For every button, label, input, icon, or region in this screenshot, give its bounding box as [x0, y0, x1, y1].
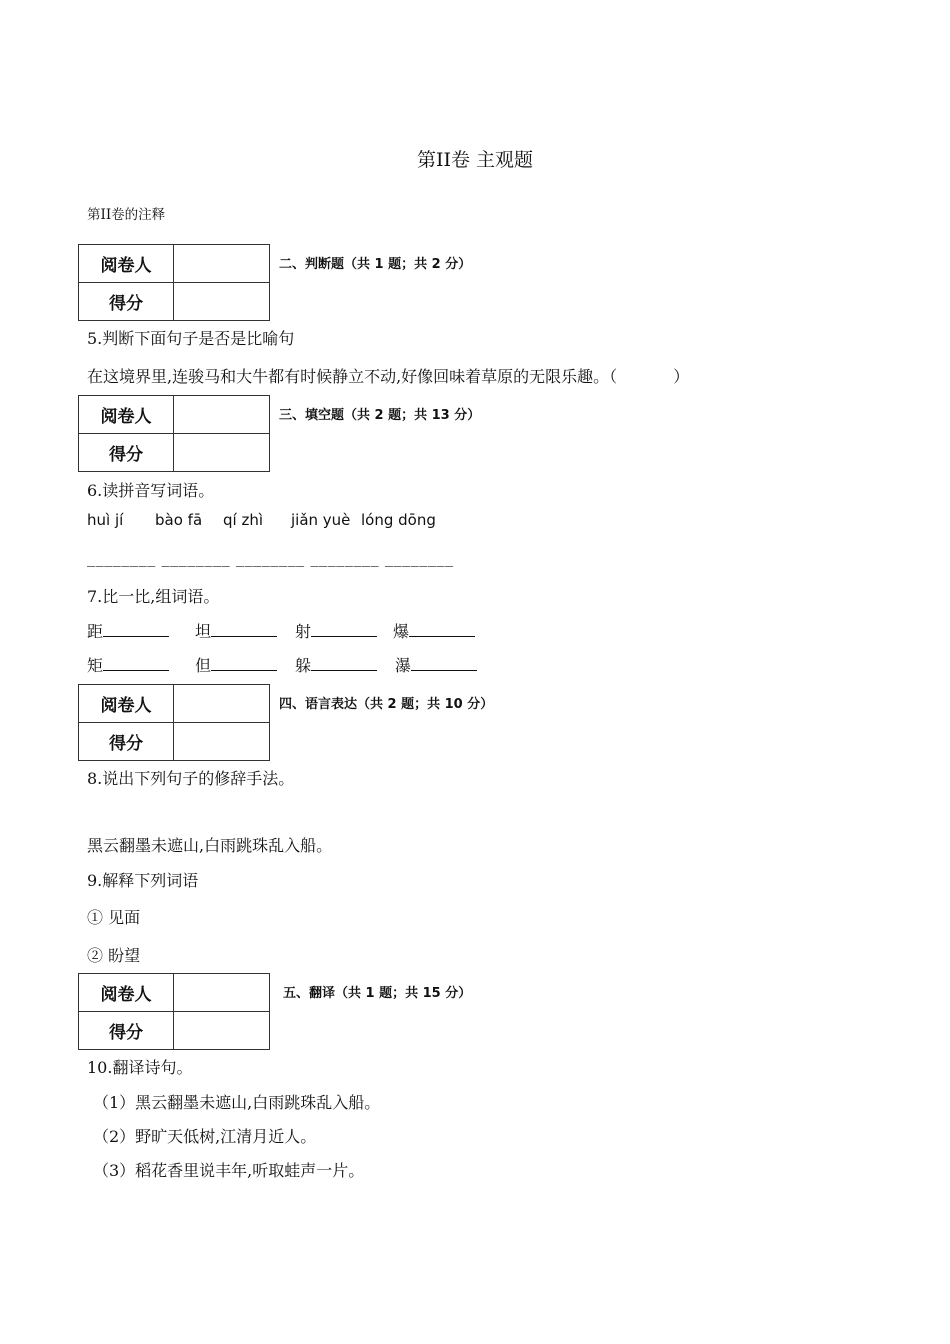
pinyin-row [87, 511, 442, 529]
pinyin-item: bào fā [155, 511, 203, 529]
blank[interactable] [311, 656, 377, 671]
score-label: 得分 [79, 1012, 174, 1050]
grader-box [78, 395, 270, 472]
page-note: 第II卷的注释 [87, 207, 166, 223]
blank[interactable] [211, 622, 277, 637]
char: 坦 [195, 622, 212, 641]
list-item: （2）野旷天低树,江清月近人。 [93, 1127, 317, 1146]
reviewer-label: 阅卷人 [79, 396, 174, 434]
question-stem: 7.比一比,组词语。 [87, 587, 220, 606]
question-stem: 8.说出下列句子的修辞手法。 [87, 769, 295, 788]
reviewer-field[interactable] [174, 245, 270, 283]
reviewer-field[interactable] [174, 396, 270, 434]
question-sentence: 黑云翻墨未遮山,白雨跳珠乱入船。 [87, 836, 333, 855]
score-label: 得分 [79, 434, 174, 472]
pinyin-item: jiǎn yuè [291, 511, 351, 529]
question-stem: 10.翻译诗句。 [87, 1058, 193, 1077]
score-field[interactable] [174, 283, 270, 321]
section-heading: 二、判断题（共 1 题；共 2 分） [279, 257, 472, 272]
char: 但 [195, 656, 212, 675]
compare-row [87, 619, 475, 642]
page-title: 第II卷 主观题 [416, 149, 534, 171]
reviewer-field[interactable] [174, 974, 270, 1012]
grader-box [78, 973, 270, 1050]
char: 躲 [295, 656, 312, 675]
question-stem: 9.解释下列词语 [87, 871, 199, 890]
compare-row [87, 653, 477, 676]
blank[interactable] [411, 656, 477, 671]
grader-box [78, 684, 270, 761]
blank[interactable] [409, 622, 475, 637]
score-field[interactable] [174, 1012, 270, 1050]
blank[interactable] [211, 656, 277, 671]
section-heading: 三、填空题（共 2 题；共 13 分） [279, 408, 481, 423]
score-field[interactable] [174, 723, 270, 761]
reviewer-field[interactable] [174, 685, 270, 723]
question-stem: 5.判断下面句子是否是比喻句 [87, 329, 295, 348]
section-heading: 五、翻译（共 1 题；共 15 分） [283, 986, 472, 1001]
question-stem: 6.读拼音写词语。 [87, 481, 215, 500]
question-sentence: 在这境界里,连骏马和大牛都有时候静立不动,好像回味着草原的无限乐趣。（ ） [87, 367, 690, 386]
reviewer-label: 阅卷人 [79, 974, 174, 1012]
pinyin-item: lóng dōng [361, 511, 436, 529]
char: 矩 [87, 656, 104, 675]
score-field[interactable] [174, 434, 270, 472]
char: 距 [87, 622, 104, 641]
list-item: （1）黑云翻墨未遮山,白雨跳珠乱入船。 [93, 1093, 381, 1112]
blank[interactable] [103, 622, 169, 637]
list-item: ② 盼望 [87, 946, 141, 965]
char: 瀑 [395, 656, 412, 675]
reviewer-label: 阅卷人 [79, 685, 174, 723]
reviewer-label: 阅卷人 [79, 245, 174, 283]
blank[interactable] [103, 656, 169, 671]
list-item: ① 见面 [87, 908, 141, 927]
pinyin-item: huì jí [87, 511, 124, 529]
answer-blanks[interactable]: ________ ________ ________ ________ ________ [87, 548, 454, 567]
grader-box [78, 244, 270, 321]
char: 射 [295, 622, 312, 641]
score-label: 得分 [79, 283, 174, 321]
list-item: （3）稻花香里说丰年,听取蛙声一片。 [93, 1161, 365, 1180]
pinyin-item: qí zhì [223, 511, 264, 529]
section-heading: 四、语言表达（共 2 题；共 10 分） [279, 697, 494, 712]
char: 爆 [393, 622, 410, 641]
blank[interactable] [311, 622, 377, 637]
score-label: 得分 [79, 723, 174, 761]
